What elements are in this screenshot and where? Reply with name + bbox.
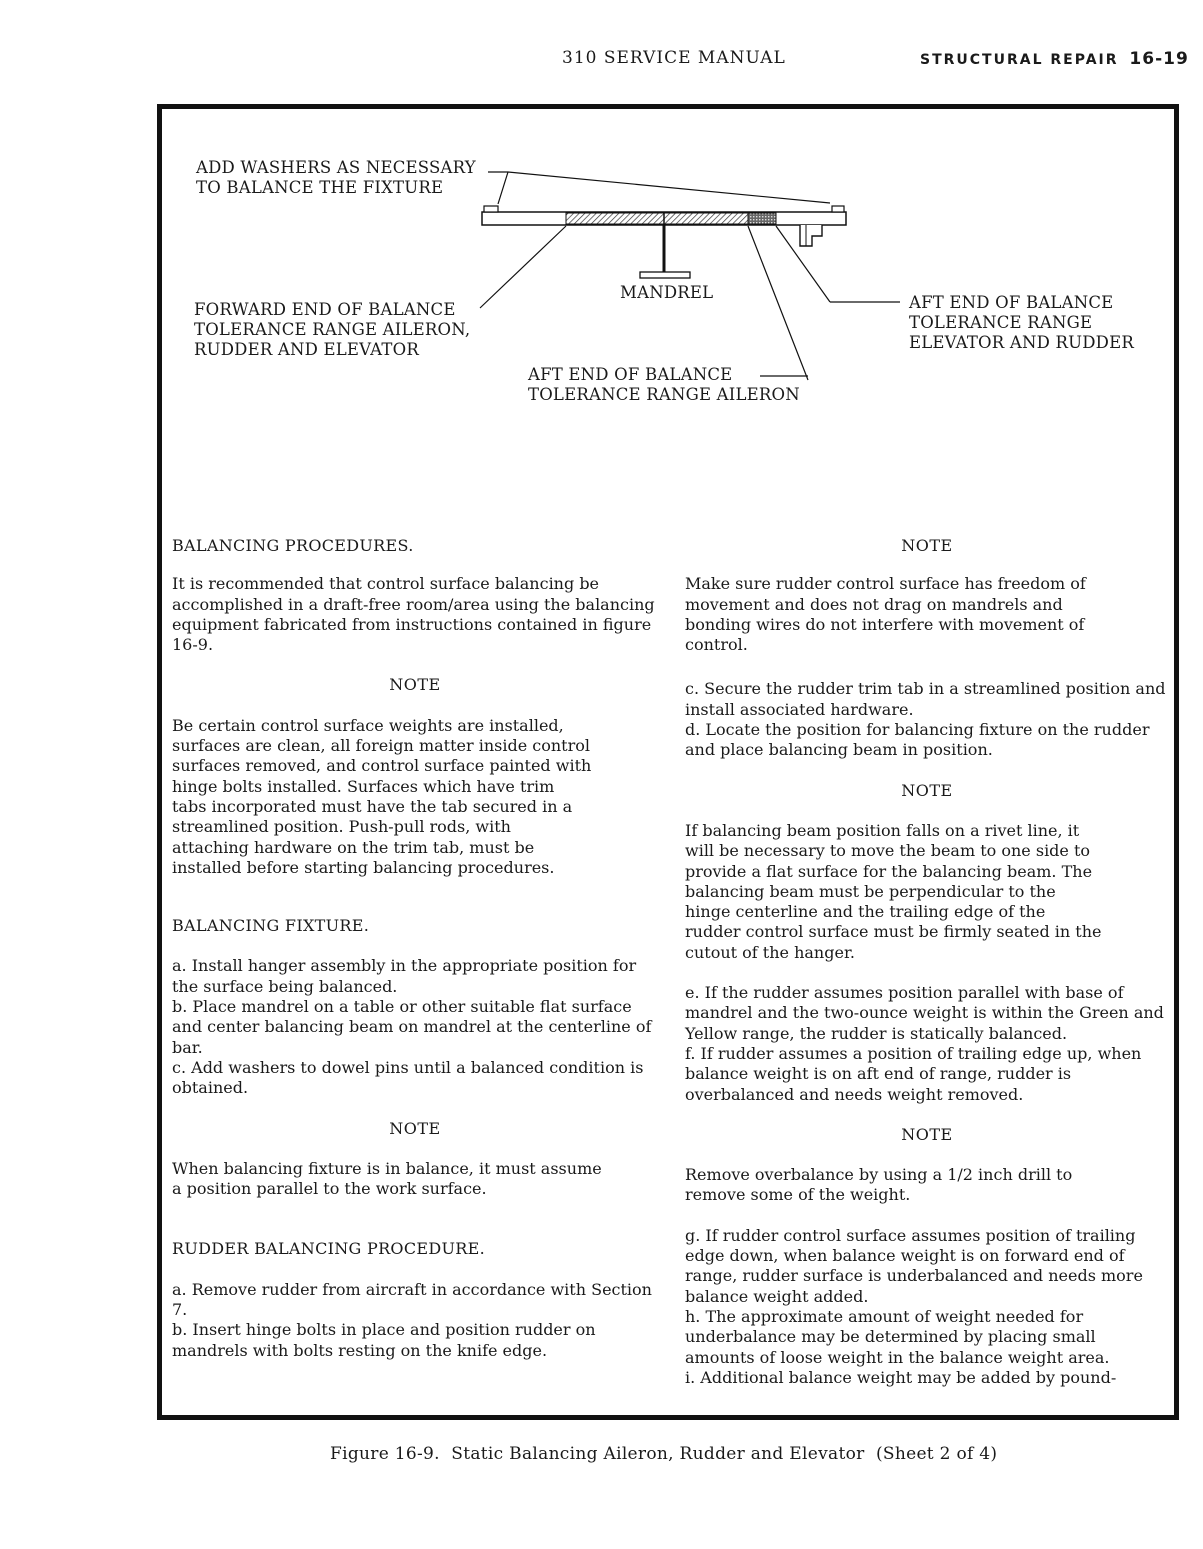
mandrel-base — [640, 272, 690, 278]
balancing-fixture-diagram — [0, 0, 1203, 520]
label-mandrel: MANDREL — [620, 283, 714, 302]
note-title: NOTE — [389, 675, 441, 695]
heading-rudder-balancing: RUDDER BALANCING PROCEDURE. — [172, 1239, 485, 1259]
fixture-step-a: a. Install hanger assembly in the appropriate position for the surface being balanced. — [172, 956, 637, 996]
label-aft-end-aileron: AFT END OF BALANCE TOLERANCE RANGE AILERON — [528, 365, 800, 404]
note-title: NOTE — [389, 1118, 441, 1138]
note-body: Remove overbalance by using a 1/2 inch drill to remove some of the weight. — [685, 1165, 1073, 1205]
leader-aft-aileron — [748, 226, 808, 380]
rudder-step-i: i. Additional balance weight may be added by pound- — [685, 1367, 1117, 1387]
note-body: When balancing fixture is in balance, it must assume a position parallel to the work surface. — [172, 1158, 602, 1199]
tolerance-range-hatch — [566, 213, 748, 224]
rudder-step-b: b. Insert hinge bolts in place and position rudder on mandrels with bolts resting on the knife edge. — [172, 1320, 596, 1360]
manual-title: 310 SERVICE MANUAL — [562, 48, 786, 68]
rudder-step-c: c. Secure the rudder trim tab in a streamlined position and install associated hardware. — [685, 679, 1166, 719]
note-body: Make sure rudder control surface has freedom of movement and does not drag on mandrels and bonding wires do not interfere with movement of control. — [685, 574, 1086, 655]
label-add-washers: ADD WASHERS AS NECESSARY TO BALANCE THE FIXTURE — [196, 158, 476, 197]
page-number: 16-19 — [1129, 49, 1189, 69]
rudder-step-a: a. Remove rudder from aircraft in accordance with Section 7. — [172, 1279, 652, 1320]
rudder-step-e: e. If the rudder assumes position parallel with base of mandrel and the two-ounce weight is within the Green and Yellow range, the rudder is statically balanced. — [685, 983, 1164, 1043]
note-title: NOTE — [901, 536, 953, 555]
rudder-step-f: f. If rudder assumes a position of trailing edge up, when balance weight is on aft end of range, rudder is overbalanced and needs weight removed. — [685, 1043, 1142, 1104]
note-title: NOTE — [901, 1124, 953, 1144]
note-title: NOTE — [901, 780, 953, 800]
balance-weight — [748, 213, 776, 224]
label-forward-end: FORWARD END OF BALANCE TOLERANCE RANGE AILERON, RUDDER AND ELEVATOR — [194, 300, 471, 359]
rudder-step-g: g. If rudder control surface assumes position of trailing edge down, when balance weight is on forward end of range, rudder surface is underbalanced and needs more balance weight added. — [685, 1225, 1143, 1306]
leader-washers — [488, 172, 830, 203]
leader-forward — [480, 226, 566, 308]
washer-left — [484, 206, 498, 212]
rudder-step-d: d. Locate the position for balancing fixture on the rudder and place balancing beam in position. — [685, 720, 1150, 760]
right-column — [685, 536, 1169, 1388]
intro-paragraph: It is recommended that control surface balancing be accomplished in a draft-free room/area using the balancing equipment fabricated from instructions contained in figure 16-9. — [172, 574, 655, 655]
washer-right — [832, 206, 844, 212]
rudder-step-h: h. The approximate amount of weight needed for underbalance may be determined by placing small amounts of loose weight in the balance weight area. — [685, 1306, 1110, 1367]
fixture-step-c: c. Add washers to dowel pins until a balanced condition is obtained. — [172, 1057, 644, 1098]
heading-balancing-procedures: BALANCING PROCEDURES. — [172, 536, 414, 555]
label-aft-end-elevator: AFT END OF BALANCE TOLERANCE RANGE ELEVATOR AND RUDDER — [909, 293, 1134, 352]
fixture-step-b: b. Place mandrel on a table or other suitable flat surface and center balancing beam on mandrel at the centerline of bar. — [172, 997, 652, 1057]
figure-caption: Figure 16-9. Static Balancing Aileron, Rudder and Elevator (Sheet 2 of 4) — [330, 1444, 998, 1464]
note-body: If balancing beam position falls on a rivet line, it will be necessary to move the beam to one side to provide a flat surface for the balancing beam. The balancing beam must be perpendicular to the hinge centerline and the trailing edge of the rudder control surface must be firmly seated in the cutout of the hanger. — [685, 820, 1102, 962]
left-column — [172, 536, 658, 1361]
section-title: STRUCTURAL REPAIR — [920, 52, 1119, 68]
note-body: Be certain control surface weights are installed, surfaces are clean, all foreign matter inside control surfaces removed, and control surface painted with hinge bolts installed. Surfaces which have trim tabs incorporated must have the tab secured in a streamlined position. Push-pull rods, with attaching hardware on the trim tab, must be installed before starting balancing procedures. — [172, 715, 592, 877]
hanger — [800, 225, 822, 246]
heading-balancing-fixture: BALANCING FIXTURE. — [172, 916, 370, 936]
